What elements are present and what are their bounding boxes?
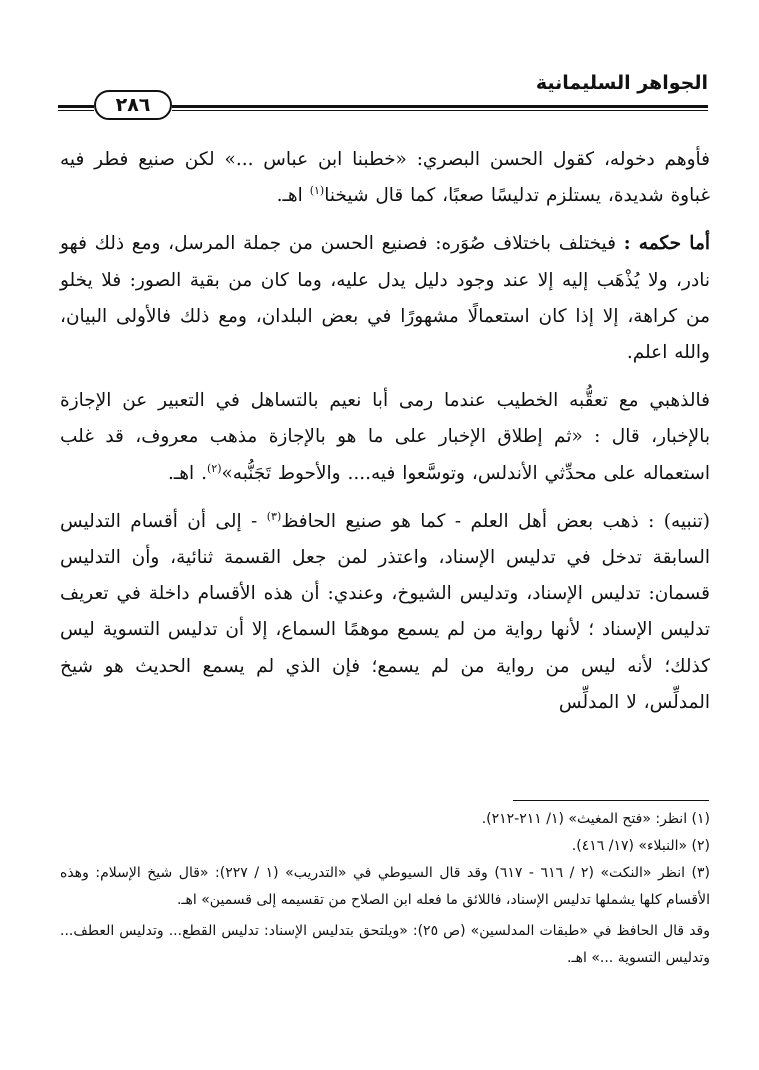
footnote-separator [513, 800, 709, 801]
paragraph-3 [60, 383, 710, 492]
paragraph-1-text: فأوهم دخوله، كقول الحسن البصري: «خطبنا ابن عباس ...» لكن صنيع فطر فيه غباوة شديدة، يستلزم تدليسًا صعبًا، كما قال شيخنا [60, 149, 710, 207]
running-title: الجواهر السليمانية [535, 72, 708, 94]
paragraph-4-rest: - إلى أن أقسام التدليس السابقة تدخل في تدليس الإسناد، واعتذر لمن جعل القسمة ثنائية، وأن التدليس قسمان: تدليس الإسناد، وتدليس الشيوخ، وعندي: أن هذه الأقسام داخلة في تعريف تدليس الإسناد ؛ لأنها رواية من لم يسمع موهمًا السماع، إلا أن تدليس التسوية ليس كذلك؛ لأنه ليس من رواية من لم يسمع؛ فإن الذي لم يسمع الحديث هو شيخ المدلِّس، لا المدلِّس [60, 510, 710, 713]
paragraph-2-lead: أما حكمه : [623, 233, 710, 255]
footnote-ref-3[interactable]: (٣) [266, 509, 282, 523]
footnote-3: (٣) انظر «النكت» (٢ / ٦١٦ - ٦١٧) وقد قال السيوطي في «التدريب» (١ / ٢٢٧): «قال شيخ الإسلام: وهذه الأقسام كلها يشملها تدليس الإسناد، فاللائق ما فعله ابن الصلاح من تقسيمه إلى قسمين» اهـ. [60, 865, 711, 908]
page-header [58, 72, 708, 122]
paragraph-1 [60, 142, 710, 214]
page-number: ٢٨٦ [94, 90, 172, 120]
footnote-3-continued: وقد قال الحافظ في «طبقات المدلسين» (ص ٢٥): «ويلتحق بتدليس الإسناد: تدليس القطع... وتدليس العطف... وتدليس التسوية ...» اهـ. [60, 923, 710, 966]
paragraph-1-end: اهـ. [276, 185, 310, 207]
page-body [60, 142, 710, 721]
paragraph-4 [60, 504, 710, 721]
paragraph-4-text: (تنبيه) : ذهب بعض أهل العلم - كما هو صنيع الحافظ [281, 510, 711, 532]
footnotes [60, 806, 710, 972]
paragraph-2 [60, 226, 710, 371]
paragraph-3-end: . اهـ. [168, 462, 207, 484]
paragraph-2-text: فيختلف باختلاف صُوَره: فصنيع الحسن من جملة المرسل، ومع ذلك فهو نادر، ولا يُذْهَب إليه إلا عند وجود دليل يدل عليه، وما كان من بقية الصور: فلا يخلو من كراهة، إلا إذا كان استعمالًا مشهورًا في بعض البلدان، ومع ذلك فالأولى البيان، والله اعلم. [60, 233, 710, 364]
paragraph-3-text: فالذهبي مع تعقُّبه الخطيب عندما رمى أبا نعيم بالتساهل في التعبير عن الإجازة بالإخبار، قال : «ثم إطلاق الإخبار على ما هو بالإجازة مذهب معروف، قد غلب استعماله على محدِّثي الأندلس، وتوسَّعوا فيه.... والأحوط تَجَنُّبه» [60, 390, 710, 484]
page-number-frame [94, 90, 172, 120]
footnote-ref-2[interactable]: (٢) [206, 461, 222, 475]
footnote-2: (٢) «النبلاء» (١٧/ ٤١٦). [571, 838, 710, 854]
footnote-1: (١) انظر: «فتح المغيث» (١/ ٢١١-٢١٢). [481, 811, 710, 827]
footnote-ref-1[interactable]: (١) [309, 184, 325, 198]
